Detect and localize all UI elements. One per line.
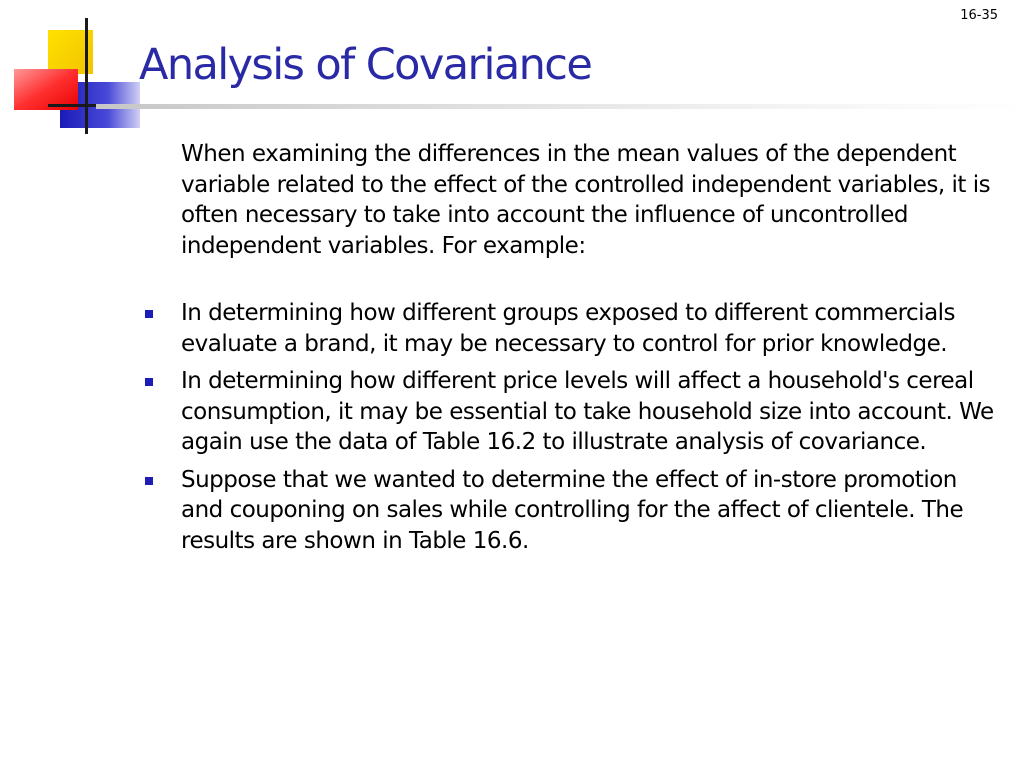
slide-logo-icon — [0, 0, 150, 140]
title-underline — [96, 104, 1024, 109]
bullet-text: In determining how different price levels will affect a household's cereal consumption, it may be essential to take household size into account. We again use the data of Table 16.2 to illustrate analysis of covariance. — [181, 368, 994, 455]
page-number: 16-35 — [960, 8, 998, 23]
slide-body — [181, 139, 1001, 563]
square-bullet-icon — [145, 310, 153, 318]
bullet-list — [181, 298, 1001, 556]
bullet-text: In determining how different groups exposed to different commercials evaluate a brand, it may be necessary to control for prior knowledge. — [181, 300, 956, 357]
bullet-item — [181, 465, 1001, 557]
bullet-text: Suppose that we wanted to determine the effect of in-store promotion and couponing on sales while controlling for the affect of clientele. The results are shown in Table 16.6. — [181, 466, 964, 554]
square-bullet-icon — [145, 378, 153, 386]
bullet-item — [181, 298, 1001, 359]
bullet-item — [181, 366, 1001, 458]
square-bullet-icon — [145, 477, 153, 485]
intro-paragraph: When examining the differences in the mean values of the dependent variable related to the effect of the controlled independent variables, it is often necessary to take into account the influence of uncontrolled independent variables. For example: — [181, 141, 991, 259]
slide-title: Analysis of Covariance — [139, 40, 592, 90]
